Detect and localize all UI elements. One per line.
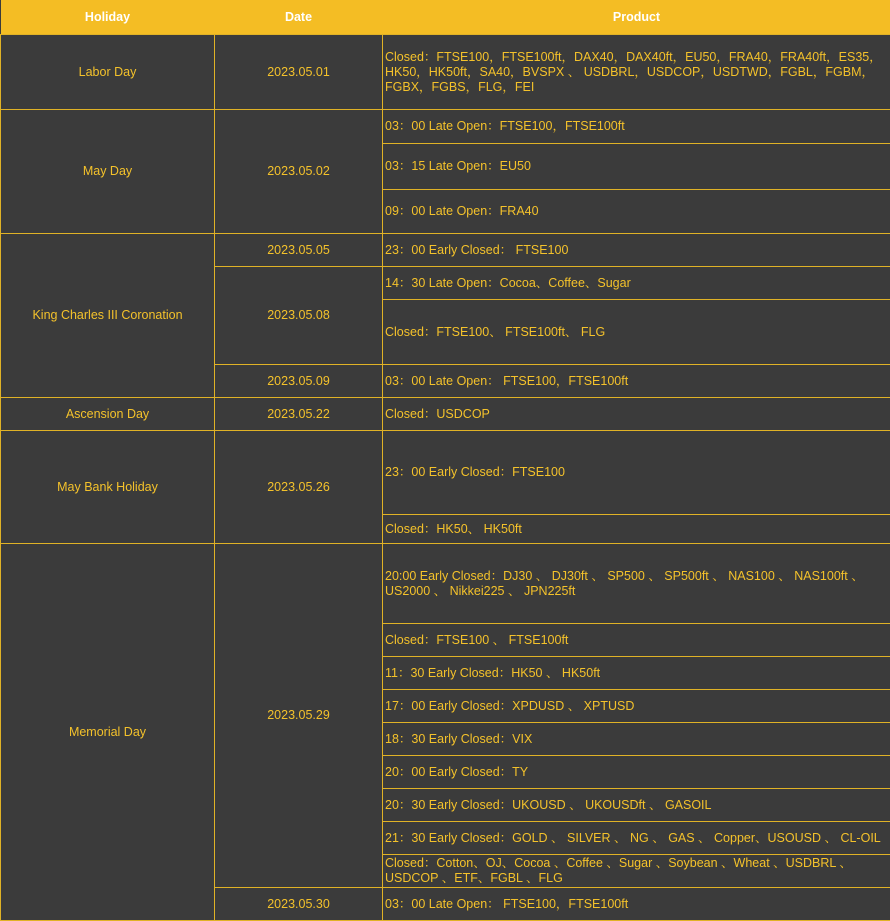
- product-cell: 03：00 Late Open：FTSE100，FTSE100ft: [383, 110, 890, 144]
- table-row: [1, 110, 890, 144]
- product-cell: Closed：Cotton、OJ、Cocoa 、Coffee 、Sugar 、Soybean 、Wheat 、USDBRL 、USDCOP 、ETF、FGBL 、FLG: [383, 855, 890, 888]
- holiday-name-cell: Ascension Day: [1, 398, 215, 431]
- product-cell: 17：00 Early Closed：XPDUSD 、 XPTUSD: [383, 690, 890, 723]
- date-cell: 2023.05.26: [215, 431, 383, 544]
- product-cell: Closed：USDCOP: [383, 398, 890, 431]
- header-holiday: Holiday: [1, 0, 215, 35]
- product-cell: 03：00 Late Open： FTSE100，FTSE100ft: [383, 888, 890, 921]
- header-row: [1, 0, 890, 35]
- table-row: [1, 398, 890, 431]
- date-cell: 2023.05.01: [215, 35, 383, 110]
- product-cell: 03：15 Late Open：EU50: [383, 144, 890, 190]
- date-cell: 2023.05.08: [215, 267, 383, 365]
- header-date: Date: [215, 0, 383, 35]
- product-cell: 03：00 Late Open： FTSE100，FTSE100ft: [383, 365, 890, 398]
- header-product: Product: [383, 0, 890, 35]
- product-cell: 20:00 Early Closed：DJ30 、 DJ30ft 、 SP500 、 SP500ft 、 NAS100 、 NAS100ft 、 US2000 、 Nikkei225 、 JPN225ft: [383, 544, 890, 624]
- product-cell: 20：30 Early Closed：UKOUSD 、 UKOUSDft 、 GASOIL: [383, 789, 890, 822]
- holiday-name-cell: Labor Day: [1, 35, 215, 110]
- date-cell: 2023.05.29: [215, 544, 383, 888]
- date-cell: 2023.05.09: [215, 365, 383, 398]
- table-row: [1, 35, 890, 110]
- product-cell: 23：00 Early Closed： FTSE100: [383, 234, 890, 267]
- product-cell: 09：00 Late Open：FRA40: [383, 190, 890, 234]
- table-row: [1, 544, 890, 624]
- holiday-name-cell: King Charles III Coronation: [1, 234, 215, 398]
- product-cell: Closed：FTSE100、 FTSE100ft、 FLG: [383, 300, 890, 365]
- product-cell: 21：30 Early Closed：GOLD 、 SILVER 、 NG 、 GAS 、 Copper、USOUSD 、 CL-OIL: [383, 822, 890, 855]
- product-cell: Closed：FTSE100 、 FTSE100ft: [383, 624, 890, 657]
- product-cell: 23：00 Early Closed：FTSE100: [383, 431, 890, 515]
- holiday-name-cell: Memorial Day: [1, 544, 215, 921]
- holiday-name-cell: May Bank Holiday: [1, 431, 215, 544]
- date-cell: 2023.05.02: [215, 110, 383, 234]
- table-row: [1, 234, 890, 267]
- product-cell: 11：30 Early Closed：HK50 、 HK50ft: [383, 657, 890, 690]
- schedule-body: [1, 35, 890, 921]
- date-cell: 2023.05.05: [215, 234, 383, 267]
- product-cell: Closed：FTSE100，FTSE100ft，DAX40，DAX40ft，EU50，FRA40，FRA40ft，ES35，HK50，HK50ft，SA40，BVSPX 、 USDBRL，USDCOP，USDTWD，FGBL，FGBM，FGBX，FGBS，FLG，FEI: [383, 35, 890, 110]
- holiday-name-cell: May Day: [1, 110, 215, 234]
- date-cell: 2023.05.22: [215, 398, 383, 431]
- date-cell: 2023.05.30: [215, 888, 383, 921]
- table-row: [1, 431, 890, 515]
- product-cell: Closed：HK50、 HK50ft: [383, 515, 890, 544]
- product-cell: 20：00 Early Closed：TY: [383, 756, 890, 789]
- product-cell: 18：30 Early Closed：VIX: [383, 723, 890, 756]
- product-cell: 14：30 Late Open：Cocoa、Coffee、Sugar: [383, 267, 890, 300]
